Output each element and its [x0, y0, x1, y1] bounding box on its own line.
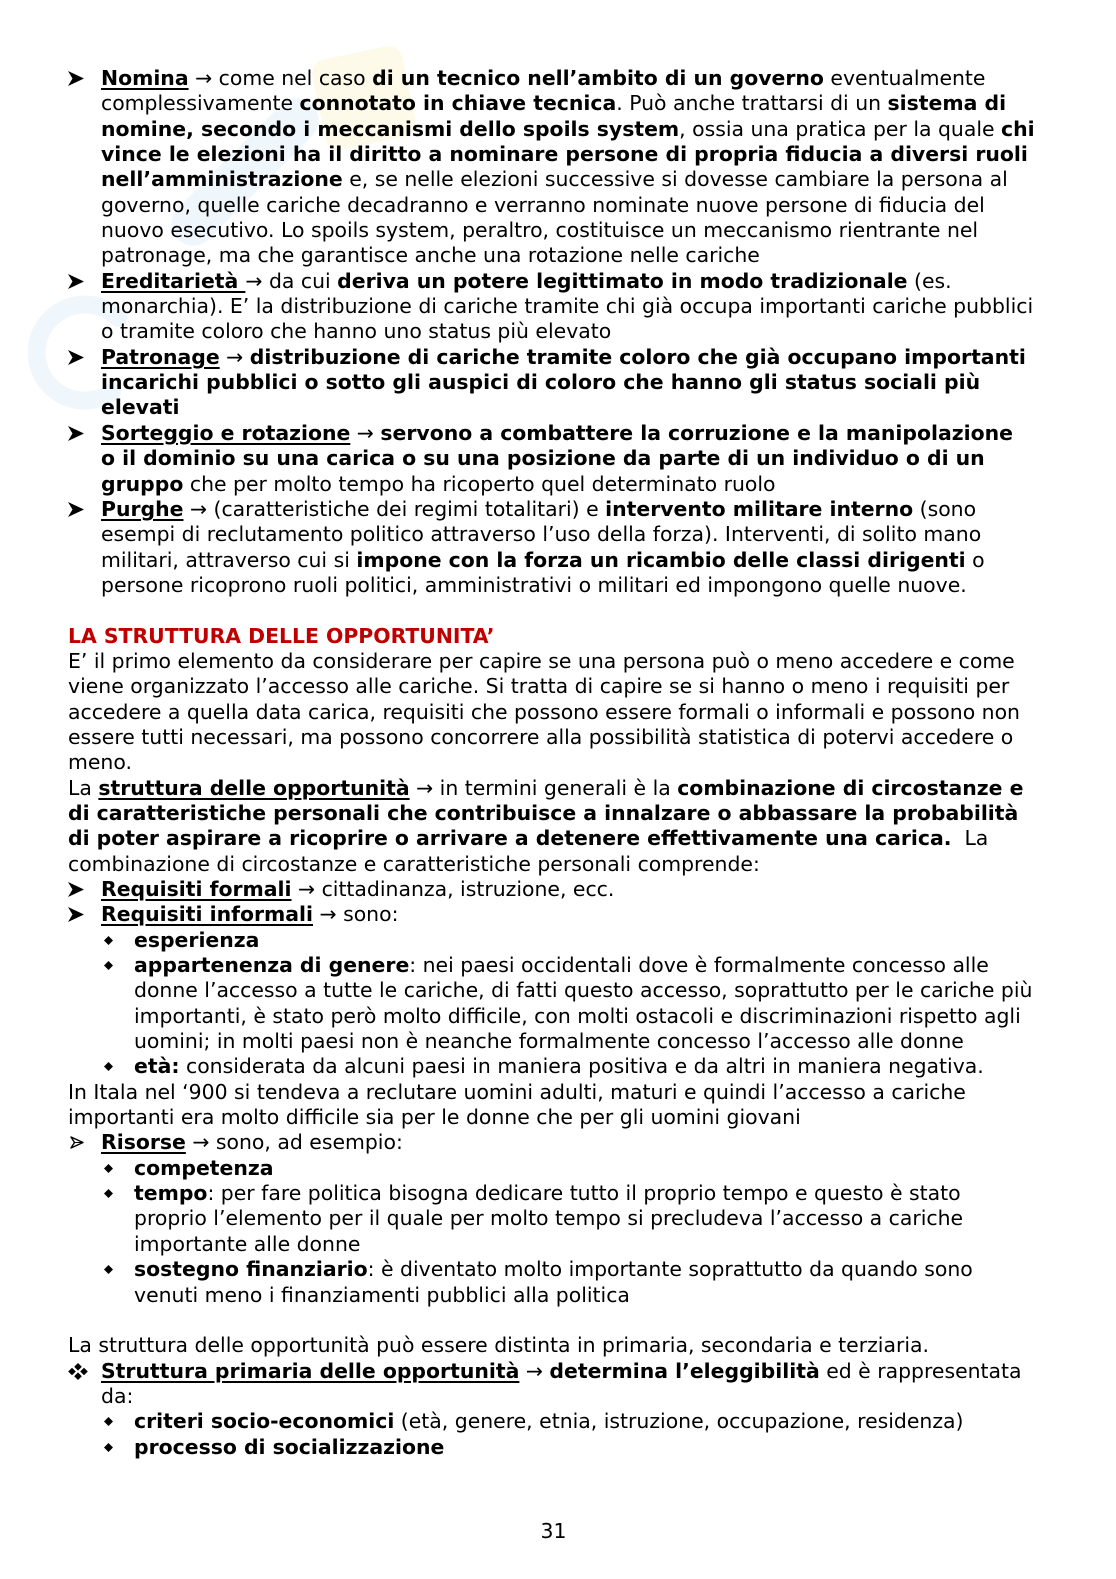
- bold-text: competenza: [134, 1155, 274, 1180]
- text-line: [134, 1206, 1108, 1231]
- text-line: [68, 649, 1108, 674]
- sub-bullet-item: [68, 1257, 1108, 1308]
- body-text: essere tutti necessari, ma possono concorrere alla possibilità statistica di potervi accedere o: [68, 724, 1014, 749]
- bullet-item: [68, 497, 1108, 598]
- body-text: importanti, è stato però molto difficile, con molti ostacoli e discriminazioni rispetto agli: [134, 1003, 1021, 1028]
- text-line: [134, 1004, 1108, 1029]
- arrow-bullet-icon: [68, 350, 84, 365]
- bold-text: incarichi pubblici o sotto gli auspici di coloro che hanno gli status sociali più: [101, 370, 981, 395]
- body-text: combinazione di circostanze e caratteristiche personali comprende:: [68, 851, 760, 876]
- content-section: [68, 66, 1108, 598]
- text-line: [101, 1359, 1108, 1384]
- body-text: militari, attraverso cui si: [101, 547, 357, 572]
- diamond-bullet-icon: [104, 936, 113, 945]
- bold-text: vince le elezioni ha il diritto a nominare persone di propria fiducia a diversi ruoli: [101, 142, 1028, 167]
- text-line: [134, 1409, 1108, 1434]
- key-term: Purghe: [101, 496, 184, 521]
- body-text: donne l’accesso a tutte le cariche, di fatti questo accesso, soprattutto per le cariche più: [134, 978, 1033, 1003]
- body-text: → in termini generali è la: [409, 775, 678, 800]
- body-text: (es.: [907, 268, 952, 293]
- bold-text: sostegno finanziario: [134, 1257, 368, 1282]
- body-text: nuovo esecutivo. Lo spoils system, peraltro, costituisce un meccanismo rientrante nel: [101, 218, 979, 243]
- bullet-item: [68, 66, 1108, 269]
- key-term: struttura delle opportunità: [98, 775, 410, 800]
- diamond-bullet-icon: [104, 1443, 113, 1452]
- bullet-item: [68, 1130, 1108, 1155]
- paragraph: [68, 1080, 1108, 1131]
- bold-text: di un tecnico nell’ambito di un governo: [372, 66, 824, 90]
- section-heading-text: LA STRUTTURA DELLE OPPORTUNITA’: [68, 623, 495, 648]
- text-line: [134, 953, 1108, 978]
- bold-text: impone con la forza un ricambio delle classi dirigenti: [356, 547, 966, 572]
- key-term: Risorse: [101, 1130, 186, 1155]
- text-line: [68, 801, 1108, 826]
- four-diamond-bullet-icon: [68, 1363, 88, 1380]
- body-text: La struttura delle opportunità può essere distinta in primaria, secondaria e terziaria.: [68, 1333, 929, 1358]
- bold-text: di caratteristiche personali che contribuisce a innalzare o abbassare la probabilità: [68, 800, 1019, 825]
- diamond-bullet-icon: [104, 1164, 113, 1173]
- paragraph: [68, 1333, 1108, 1358]
- arrow-bullet-icon: [68, 426, 84, 441]
- text-line: [101, 142, 1108, 167]
- key-term: Patronage: [101, 344, 220, 369]
- text-line: [68, 1333, 1108, 1358]
- text-line: [134, 1232, 1108, 1257]
- arrow-bullet-icon: [68, 882, 84, 897]
- sub-bullet-item: [68, 1156, 1108, 1181]
- text-line: [101, 269, 1108, 294]
- body-text: da:: [101, 1383, 134, 1408]
- text-line: [134, 1054, 1108, 1079]
- body-text: La: [951, 826, 989, 851]
- body-text: o tramite coloro che hanno uno status più elevato: [101, 319, 612, 344]
- key-term: Requisiti formali: [101, 877, 292, 901]
- body-text: : è diventato molto importante soprattutto da quando sono: [367, 1257, 973, 1282]
- bold-text: gruppo: [101, 471, 184, 496]
- sub-bullet-item: [68, 1435, 1108, 1460]
- diamond-bullet-icon: [104, 1189, 113, 1198]
- text-line: [101, 345, 1108, 370]
- bold-text: distribuzione di cariche tramite coloro che già occupano importanti: [249, 344, 1026, 369]
- text-line: [68, 674, 1108, 699]
- body-text: →: [350, 420, 381, 445]
- body-text: → sono:: [313, 902, 399, 927]
- text-line: [101, 117, 1108, 142]
- text-line: [101, 395, 1108, 420]
- body-text: . Può anche trattarsi di un: [616, 91, 888, 116]
- text-line: [101, 319, 1108, 344]
- bullet-item: [68, 269, 1108, 345]
- text-line: [134, 1029, 1108, 1054]
- body-text: importanti era molto difficile sia per le donne che per gli uomini giovani: [68, 1105, 801, 1130]
- text-line: [101, 218, 1108, 243]
- body-text: esempi di reclutamento politico attraverso l’uso della forza). Interventi, di solito mano: [101, 522, 982, 547]
- bold-text: deriva un potere legittimato in modo tradizionale: [337, 268, 908, 293]
- body-text: →: [519, 1358, 550, 1383]
- bold-text: intervento militare interno: [605, 496, 914, 521]
- text-line: [134, 1283, 1108, 1308]
- text-line: [68, 700, 1108, 725]
- body-text: (sono: [913, 496, 977, 521]
- body-text: e, se nelle elezioni successive si dovesse cambiare la persona al: [342, 167, 1008, 192]
- bold-text: o il dominio su una carica o su una posizione da parte di un individuo o di un: [101, 446, 985, 471]
- body-text: viene organizzato l’accesso alle cariche. Si tratta di capire se si hanno o meno i requisiti per: [68, 674, 1010, 699]
- text-line: [68, 624, 1108, 649]
- text-line: [68, 725, 1108, 750]
- bold-text: combinazione di circostanze e: [677, 775, 1024, 800]
- text-line: [101, 193, 1108, 218]
- key-term: Ereditarietà: [101, 268, 246, 293]
- bold-text: chi: [1001, 116, 1035, 141]
- text-line: [101, 446, 1108, 471]
- bold-text: processo di socializzazione: [134, 1434, 445, 1459]
- text-line: [134, 1257, 1108, 1282]
- body-text: , ossia una pratica per la quale: [679, 116, 1002, 141]
- body-text: importante alle donne: [134, 1231, 361, 1256]
- key-term: Sorteggio e rotazione: [101, 420, 351, 445]
- text-line: [134, 1435, 1108, 1460]
- text-line: [134, 978, 1108, 1003]
- sub-bullet-item: [68, 1409, 1108, 1434]
- bold-text: nomine, secondo i meccanismi dello spoils system: [101, 116, 680, 141]
- diamond-bullet-icon: [104, 1062, 113, 1071]
- text-line: [101, 573, 1108, 598]
- body-text: proprio l’elemento per il quale per molto tempo si precludeva l’accesso a cariche: [134, 1206, 964, 1231]
- text-line: [101, 497, 1108, 522]
- bold-text: esperienza: [134, 927, 260, 952]
- body-text: : nei paesi occidentali dove è formalmente concesso alle: [409, 953, 989, 978]
- key-term: Struttura primaria delle opportunità: [101, 1358, 520, 1383]
- arrow-bullet-icon: [68, 502, 84, 517]
- body-text: patronage, ma che garantisce anche una rotazione nelle cariche: [101, 243, 760, 268]
- text-line: [101, 91, 1108, 116]
- text-line: [68, 750, 1108, 775]
- text-line: [68, 776, 1108, 801]
- text-line: [101, 1130, 1108, 1155]
- bold-text: di poter aspirare a ricoprire o arrivare a detenere effettivamente una carica.: [68, 826, 952, 851]
- body-text: → (caratteristiche dei regimi totalitari) e: [183, 496, 606, 521]
- body-text: → da cui: [245, 268, 338, 293]
- sub-bullet-item: [68, 928, 1108, 953]
- text-line: [134, 1181, 1108, 1206]
- diamond-bullet-icon: [104, 1417, 113, 1426]
- body-text: che per molto tempo ha ricoperto quel determinato ruolo: [183, 471, 776, 496]
- bold-text: appartenenza di genere: [134, 953, 410, 978]
- body-text: venuti meno i finanziamenti pubblici alla politica: [134, 1282, 630, 1307]
- text-line: [68, 1105, 1108, 1130]
- body-text: meno.: [68, 750, 132, 775]
- bullet-item: [68, 902, 1108, 927]
- bullet-item: [68, 345, 1108, 421]
- bold-text: connotato in chiave tecnica: [299, 91, 617, 116]
- body-text: governo, quelle cariche decadranno e verranno nominate nuove persone di fiducia del: [101, 192, 985, 217]
- bold-text: sistema di: [887, 91, 1007, 116]
- text-line: [134, 928, 1108, 953]
- paragraph: [68, 776, 1108, 877]
- page-content: [68, 66, 1108, 1460]
- body-text: considerata da alcuni paesi in maniera positiva e da altri in maniera negativa.: [179, 1054, 984, 1079]
- bullet-item: [68, 877, 1108, 902]
- text-line: [68, 1080, 1108, 1105]
- text-line: [101, 66, 1108, 91]
- bullet-item: [68, 1359, 1108, 1410]
- arrow-bullet-icon: [68, 274, 84, 289]
- body-text: E’ il primo elemento da considerare per capire se una persona può o meno accedere e come: [68, 648, 1015, 673]
- bullet-item: [68, 421, 1108, 497]
- content-section: [68, 1333, 1108, 1460]
- bold-text: servono a combattere la corruzione e la manipolazione: [380, 420, 1013, 445]
- body-text: → cittadinanza, istruzione, ecc.: [291, 877, 615, 901]
- body-text: La: [68, 775, 99, 800]
- text-line: [101, 421, 1108, 446]
- body-text: eventualmente: [823, 66, 986, 90]
- arrow-bullet-icon: [68, 907, 84, 922]
- paragraph: [68, 649, 1108, 776]
- content-section: [68, 624, 1108, 1308]
- text-line: [101, 370, 1108, 395]
- body-text: o: [965, 547, 985, 572]
- body-text: uomini; in molti paesi non è neanche formalmente concesso l’accesso alle donne: [134, 1029, 964, 1054]
- sub-bullet-item: [68, 953, 1108, 1054]
- diamond-bullet-icon: [104, 1265, 113, 1274]
- body-text: accedere a quella data carica, requisiti che possono essere formali o informali e possono non: [68, 699, 1020, 724]
- body-text: In Itala nel ‘900 si tendeva a reclutare uomini adulti, maturi e quindi l’accesso a cariche: [68, 1079, 966, 1104]
- body-text: monarchia). E’ la distribuzione di cariche tramite chi già occupa importanti cariche pubblici: [101, 294, 1034, 319]
- text-line: [101, 294, 1108, 319]
- text-line: [101, 877, 1108, 902]
- body-text: (età, genere, etnia, istruzione, occupazione, residenza): [394, 1409, 964, 1434]
- arrow-bullet-icon: [68, 71, 84, 86]
- body-text: : per fare politica bisogna dedicare tutto il proprio tempo e questo è stato: [207, 1181, 961, 1206]
- key-term: Nomina: [101, 66, 189, 90]
- sub-bullet-item: [68, 1054, 1108, 1079]
- text-line: [101, 472, 1108, 497]
- sub-bullet-item: [68, 1181, 1108, 1257]
- arrow-outline-bullet-icon: [70, 1136, 84, 1149]
- body-text: → sono, ad esempio:: [185, 1130, 403, 1155]
- section-heading: [68, 624, 1108, 649]
- text-line: [68, 852, 1108, 877]
- body-text: → come nel caso: [188, 66, 373, 90]
- text-line: [101, 522, 1108, 547]
- text-line: [101, 1384, 1108, 1409]
- body-text: persone ricoprono ruoli politici, amministrativi o militari ed impongono quelle nuove.: [101, 572, 967, 597]
- body-text: ed è rappresentata: [819, 1358, 1022, 1383]
- text-line: [68, 826, 1108, 851]
- page-number: 31: [540, 1519, 567, 1543]
- bold-text: elevati: [101, 395, 180, 420]
- bold-text: nell’amministrazione: [101, 167, 343, 192]
- diamond-bullet-icon: [104, 961, 113, 970]
- text-line: [101, 902, 1108, 927]
- bold-text: tempo: [134, 1181, 208, 1206]
- bold-text: criteri socio-economici: [134, 1409, 395, 1434]
- body-text: complessivamente: [101, 91, 300, 116]
- body-text: →: [219, 344, 250, 369]
- text-line: [101, 167, 1108, 192]
- bold-text: determina l’eleggibilità: [549, 1358, 820, 1383]
- text-line: [101, 243, 1108, 268]
- bold-text: età:: [134, 1054, 180, 1079]
- text-line: [101, 548, 1108, 573]
- key-term: Requisiti informali: [101, 902, 314, 927]
- text-line: [134, 1156, 1108, 1181]
